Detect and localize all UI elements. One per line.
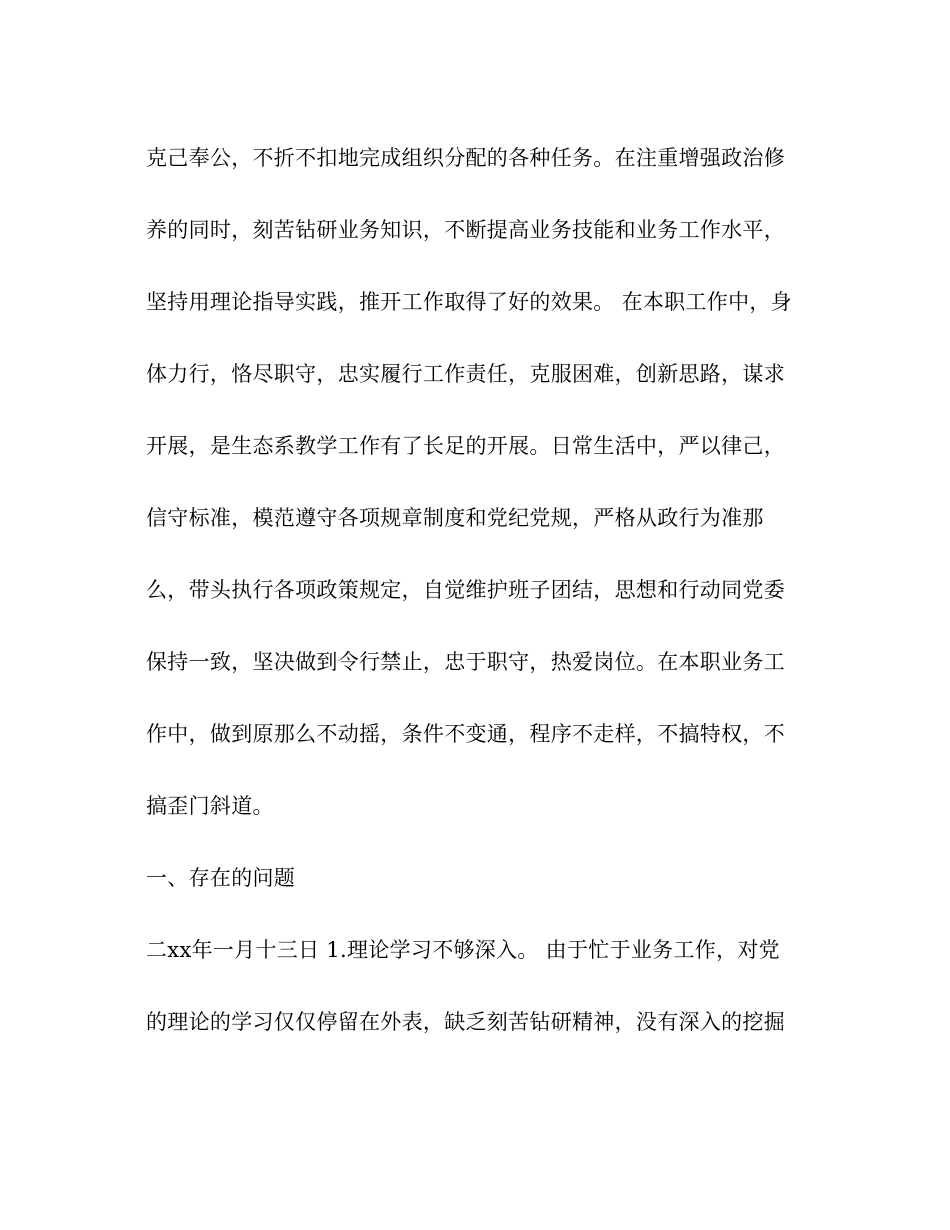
text-line: 二xx年一月十三日 1.理论学习不够深入。 由于忙于业务工作，对党: [146, 938, 780, 962]
text-line: 搞歪门斜道。: [146, 794, 274, 818]
text-line: 体力行，恪尽职守，忠实履行工作责任，克服困难，创新思路，谋求: [146, 362, 785, 386]
section-heading: 一、存在的问题: [146, 866, 296, 890]
text-line: 保持一致，坚决做到令行禁止，忠于职守，热爱岗位。在本职业务工: [146, 650, 785, 674]
text-line: 养的同时，刻苦钻研业务知识，不断提高业务技能和业务工作水平，: [146, 218, 785, 242]
text-line: 信守标准，模范遵守各项规章制度和党纪党规，严格从政行为准那: [146, 506, 764, 530]
document-body: [146, 140, 806, 1076]
text-line: 么，带头执行各项政策规定，自觉维护班子团结，思想和行动同党委: [146, 578, 785, 602]
text-line: 克己奉公，不折不扣地完成组织分配的各种任务。在注重增强政治修: [146, 146, 785, 170]
text-line: 开展，是生态系教学工作有了长足的开展。日常生活中，严以律己，: [146, 434, 785, 458]
text-line: 作中，做到原那么不动摇，条件不变通，程序不走样，不搞特权，不: [146, 722, 785, 746]
text-line: 坚持用理论指导实践，推开工作取得了好的效果。 在本职工作中，身: [146, 290, 792, 314]
text-line: 的理论的学习仅仅停留在外表，缺乏刻苦钻研精神，没有深入的挖掘: [146, 1010, 785, 1034]
